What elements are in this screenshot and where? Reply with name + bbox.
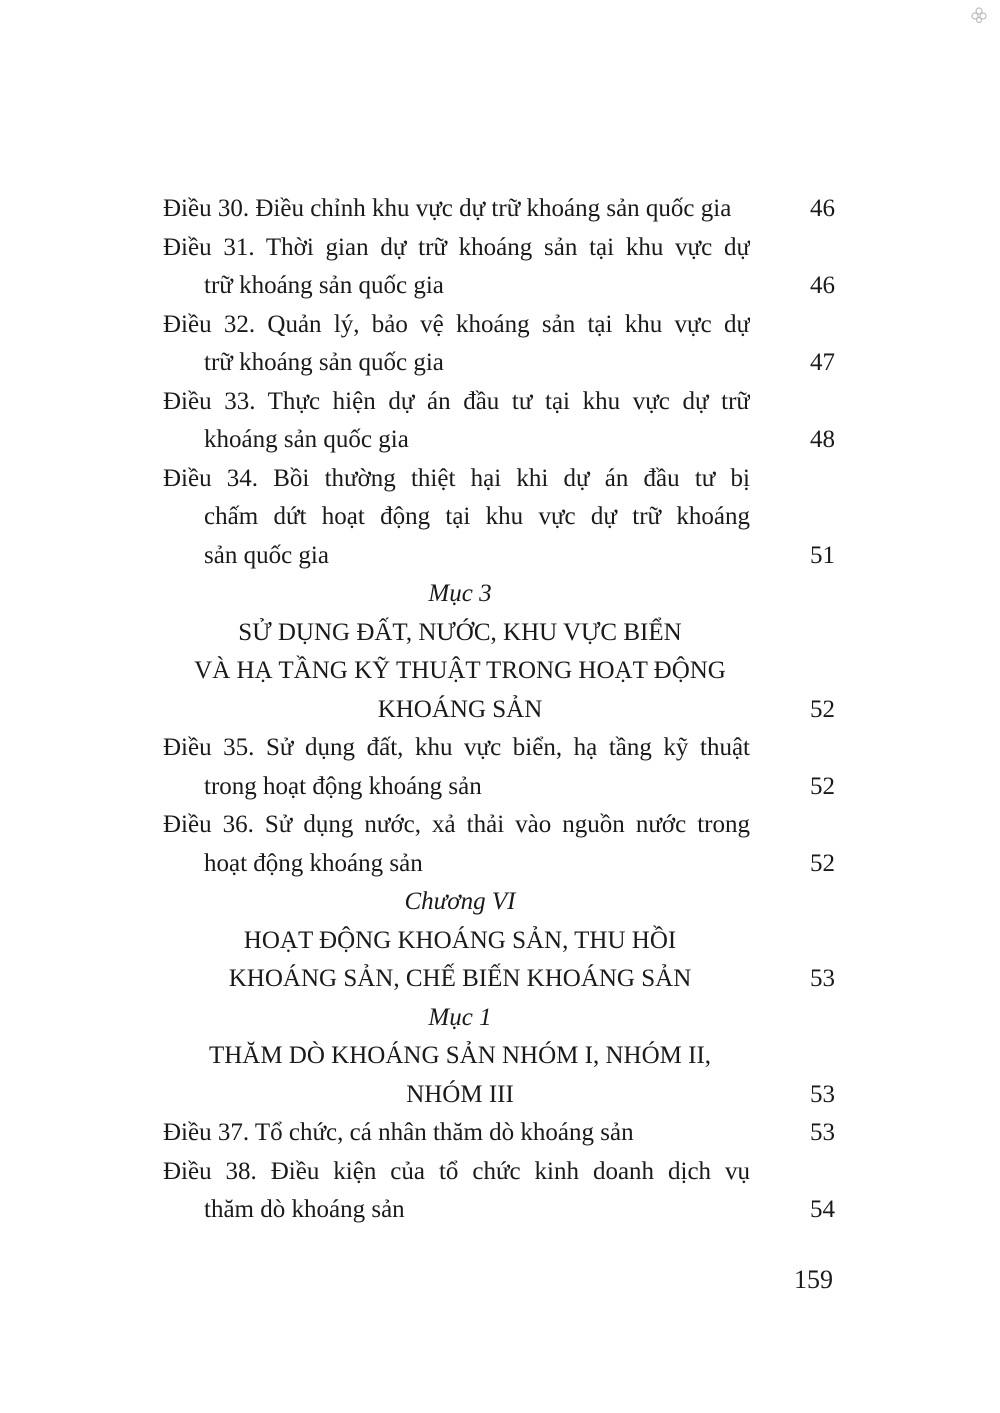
toc-entry-continuation — [163, 498, 843, 537]
toc-entry-page: 48 — [810, 426, 835, 453]
section-heading — [163, 614, 843, 653]
toc-entry-text: Điều 35. Sử dụng đất, khu vực biển, hạ tầng kỹ thuật — [163, 734, 750, 761]
toc-entry-continuation — [163, 267, 843, 306]
toc-entry-continuation — [163, 768, 843, 807]
toc-entry-text: Điều 33. Thực hiện dự án đầu tư tại khu vực dự trữ — [163, 387, 750, 415]
toc-entry-text: trong hoạt động khoáng sản — [204, 772, 482, 800]
chapter-label — [163, 883, 843, 922]
chapter-heading — [163, 922, 843, 961]
toc-entry-continuation — [163, 421, 843, 460]
toc-entry-text: Điều 30. Điều chỉnh khu vực dự trữ khoáng sản quốc gia — [163, 195, 732, 222]
toc-entry-text: thăm dò khoáng sản — [204, 1196, 405, 1223]
toc-entry — [163, 460, 843, 499]
section-heading-text: NHÓM III — [406, 1080, 514, 1108]
section-heading — [163, 652, 843, 691]
toc-entry — [163, 229, 843, 268]
toc-entry-text: trữ khoáng sản quốc gia — [204, 349, 444, 376]
section-heading — [163, 691, 843, 730]
toc-entry — [163, 1114, 843, 1153]
toc-entry-text: sản quốc gia — [204, 541, 329, 569]
toc-entry-text: hoạt động khoáng sản — [204, 849, 423, 877]
section-heading — [163, 1037, 843, 1076]
toc-entry-page: 52 — [810, 849, 835, 877]
section-heading-text: VÀ HẠ TẦNG KỸ THUẬT TRONG HOẠT ĐỘNG — [194, 657, 726, 684]
page-number: 159 — [794, 1265, 833, 1294]
toc-entry — [163, 729, 843, 768]
toc-entry-page: 46 — [810, 195, 835, 222]
toc-entry-continuation — [163, 537, 843, 576]
chapter-heading — [163, 960, 843, 999]
toc-entry — [163, 1153, 843, 1192]
toc-entry-continuation — [163, 344, 843, 383]
toc-entry — [163, 306, 843, 345]
table-of-contents — [163, 190, 843, 1230]
toc-entry-text: Điều 36. Sử dụng nước, xả thải vào nguồn nước trong — [163, 811, 750, 838]
toc-entry-page: 47 — [810, 349, 835, 376]
toc-entry-page: 51 — [810, 541, 835, 569]
toc-entry-page: 53 — [810, 1080, 835, 1108]
chapter-label-text: Chương VI — [404, 888, 516, 915]
toc-entry-text: Điều 37. Tổ chức, cá nhân thăm dò khoáng sản — [163, 1119, 634, 1146]
toc-entry-text: Điều 34. Bồi thường thiệt hại khi dự án đầu tư bị — [163, 464, 750, 492]
toc-entry-continuation — [163, 1191, 843, 1230]
chapter-heading-text: KHOÁNG SẢN, CHẾ BIẾN KHOÁNG SẢN — [228, 965, 692, 992]
toc-entry-page: 46 — [810, 272, 835, 299]
toc-entry — [163, 383, 843, 422]
toc-entry-page: 53 — [810, 965, 835, 992]
toc-entry-page: 52 — [810, 772, 835, 800]
section-heading-text: KHOÁNG SẢN — [377, 695, 543, 723]
section-label-text: Mục 1 — [428, 1003, 492, 1031]
toc-entry — [163, 806, 843, 845]
toc-entry-text: Điều 38. Điều kiện của tổ chức kinh doanh dịch vụ — [163, 1157, 750, 1185]
chapter-heading-text: HOẠT ĐỘNG KHOÁNG SẢN, THU HỒI — [243, 926, 677, 954]
corner-flower-icon — [970, 6, 988, 24]
toc-entry-page: 54 — [810, 1196, 835, 1223]
toc-entry — [163, 190, 843, 229]
section-heading-text: THĂM DÒ KHOÁNG SẢN NHÓM I, NHÓM II, — [208, 1042, 712, 1069]
toc-entry-continuation — [163, 845, 843, 884]
section-label — [163, 575, 843, 614]
toc-entry-text: khoáng sản quốc gia — [204, 426, 409, 453]
section-heading-text: SỬ DỤNG ĐẤT, NƯỚC, KHU VỰC BIỂN — [238, 618, 682, 646]
section-label — [163, 999, 843, 1038]
toc-entry-text: Điều 32. Quản lý, bảo vệ khoáng sản tại khu vực dự — [163, 310, 750, 338]
section-label-text: Mục 3 — [428, 580, 492, 607]
toc-entry-text: chấm dứt hoạt động tại khu vực dự trữ khoáng — [204, 503, 750, 530]
section-heading — [163, 1076, 843, 1115]
toc-entry-text: trữ khoáng sản quốc gia — [204, 272, 444, 299]
toc-entry-text: Điều 31. Thời gian dự trữ khoáng sản tại khu vực dự — [163, 233, 750, 261]
toc-entry-page: 53 — [810, 1119, 835, 1146]
toc-entry-page: 52 — [810, 695, 835, 723]
